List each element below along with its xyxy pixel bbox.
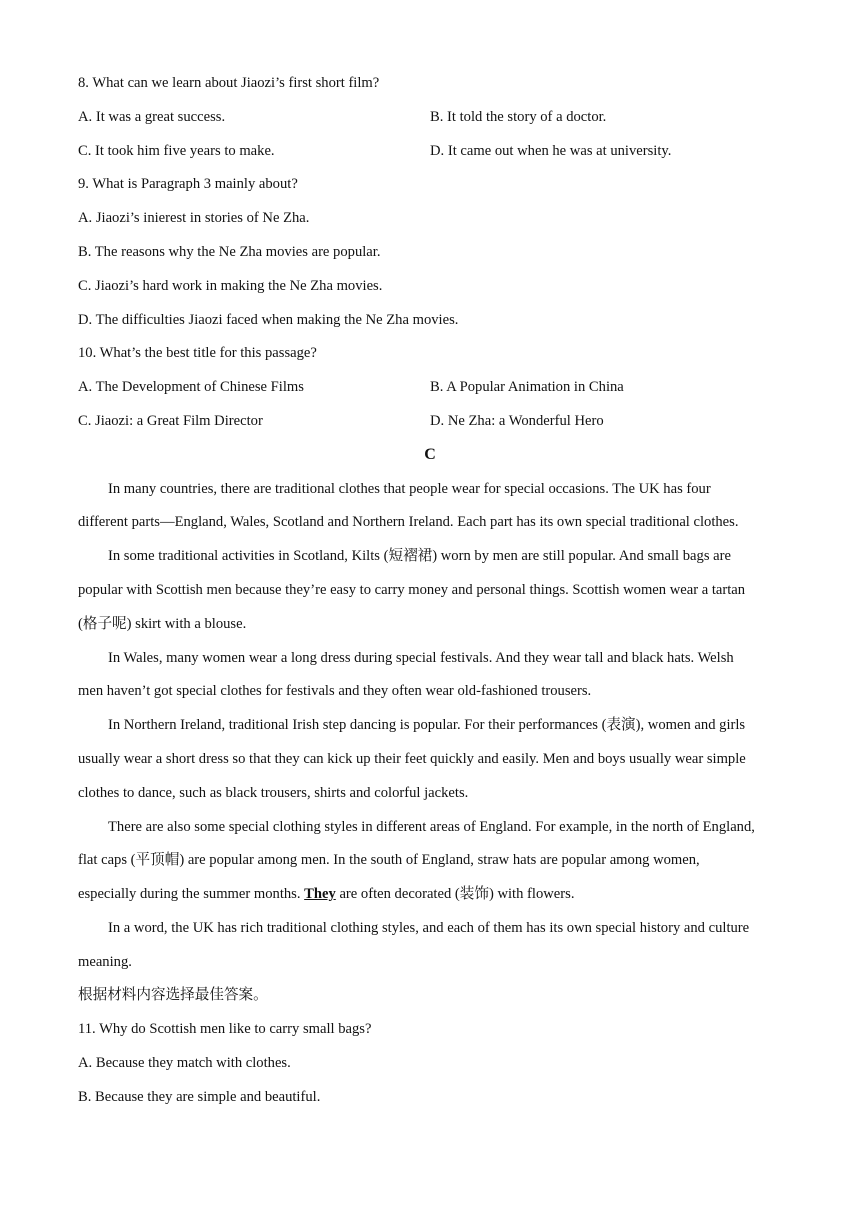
q9-question: 9. What is Paragraph 3 mainly about? xyxy=(78,176,298,192)
passage-line: clothes to dance, such as black trousers, shirts and colorful jackets. xyxy=(78,785,469,801)
underlined-word: They xyxy=(304,886,336,902)
passage-line: usually wear a short dress so that they can kick up their feet quickly and easily. Men and boys usually wear simple xyxy=(78,751,746,767)
passage-line: In Wales, many women wear a long dress during special festivals. And they wear tall and black hats. Welsh xyxy=(108,650,734,666)
passage-line xyxy=(78,884,574,904)
passage-line: different parts—England, Wales, Scotland and Northern Ireland. Each part has its own special traditional clothes. xyxy=(78,514,739,530)
q9-option-a: A. Jiaozi’s inierest in stories of Ne Zha. xyxy=(78,210,310,226)
section-c-heading: C xyxy=(424,446,436,463)
q10-question: 10. What’s the best title for this passage? xyxy=(78,345,317,361)
passage-line: In many countries, there are traditional clothes that people wear for special occasions. The UK has four xyxy=(108,481,711,497)
q8-option-a: A. It was a great success. xyxy=(78,109,226,125)
passage-line: In some traditional activities in Scotland, Kilts (短褶裙) worn by men are still popular. And small bags are xyxy=(108,548,731,564)
passage-line: popular with Scottish men because they’re easy to carry money and personal things. Scottish women wear a tartan xyxy=(78,582,746,598)
passage-line: In a word, the UK has rich traditional clothing styles, and each of them has its own special history and culture xyxy=(108,920,750,936)
passage-line: meaning. xyxy=(78,954,132,970)
q10-option-a: A. The Development of Chinese Films xyxy=(78,379,304,395)
q8-option-c: C. It took him five years to make. xyxy=(78,143,275,159)
instruction: 根据材料内容选择最佳答案。 xyxy=(78,987,268,1003)
q11-option-b: B. Because they are simple and beautiful. xyxy=(78,1089,321,1105)
passage-line: men haven’t got special clothes for festivals and they often wear old-fashioned trousers. xyxy=(78,683,592,699)
passage-line: (格子呢) skirt with a blouse. xyxy=(78,616,247,632)
q11-question: 11. Why do Scottish men like to carry small bags? xyxy=(78,1021,372,1037)
q10-option-b: B. A Popular Animation in China xyxy=(430,379,624,395)
passage-line: There are also some special clothing styles in different areas of England. For example, in the north of England, xyxy=(108,819,755,835)
passage-text: especially during the summer months. xyxy=(78,886,305,902)
q9-option-d: D. The difficulties Jiaozi faced when making the Ne Zha movies. xyxy=(78,312,459,328)
passage-text: are often decorated (装饰) with flowers. xyxy=(335,886,575,902)
q9-option-b: B. The reasons why the Ne Zha movies are popular. xyxy=(78,244,381,260)
passage-line: In Northern Ireland, traditional Irish step dancing is popular. For their performances (表演), women and girls xyxy=(108,717,746,733)
q10-option-c: C. Jiaozi: a Great Film Director xyxy=(78,413,263,429)
q8-option-b: B. It told the story of a doctor. xyxy=(430,109,607,125)
q8-question: 8. What can we learn about Jiaozi’s first short film? xyxy=(78,75,380,91)
q10-option-d: D. Ne Zha: a Wonderful Hero xyxy=(430,413,604,429)
q9-option-c: C. Jiaozi’s hard work in making the Ne Zha movies. xyxy=(78,278,383,294)
q11-option-a: A. Because they match with clothes. xyxy=(78,1055,291,1071)
q8-option-d: D. It came out when he was at university. xyxy=(430,143,672,159)
passage-line: flat caps (平顶帽) are popular among men. In the south of England, straw hats are popular among women, xyxy=(78,852,700,868)
